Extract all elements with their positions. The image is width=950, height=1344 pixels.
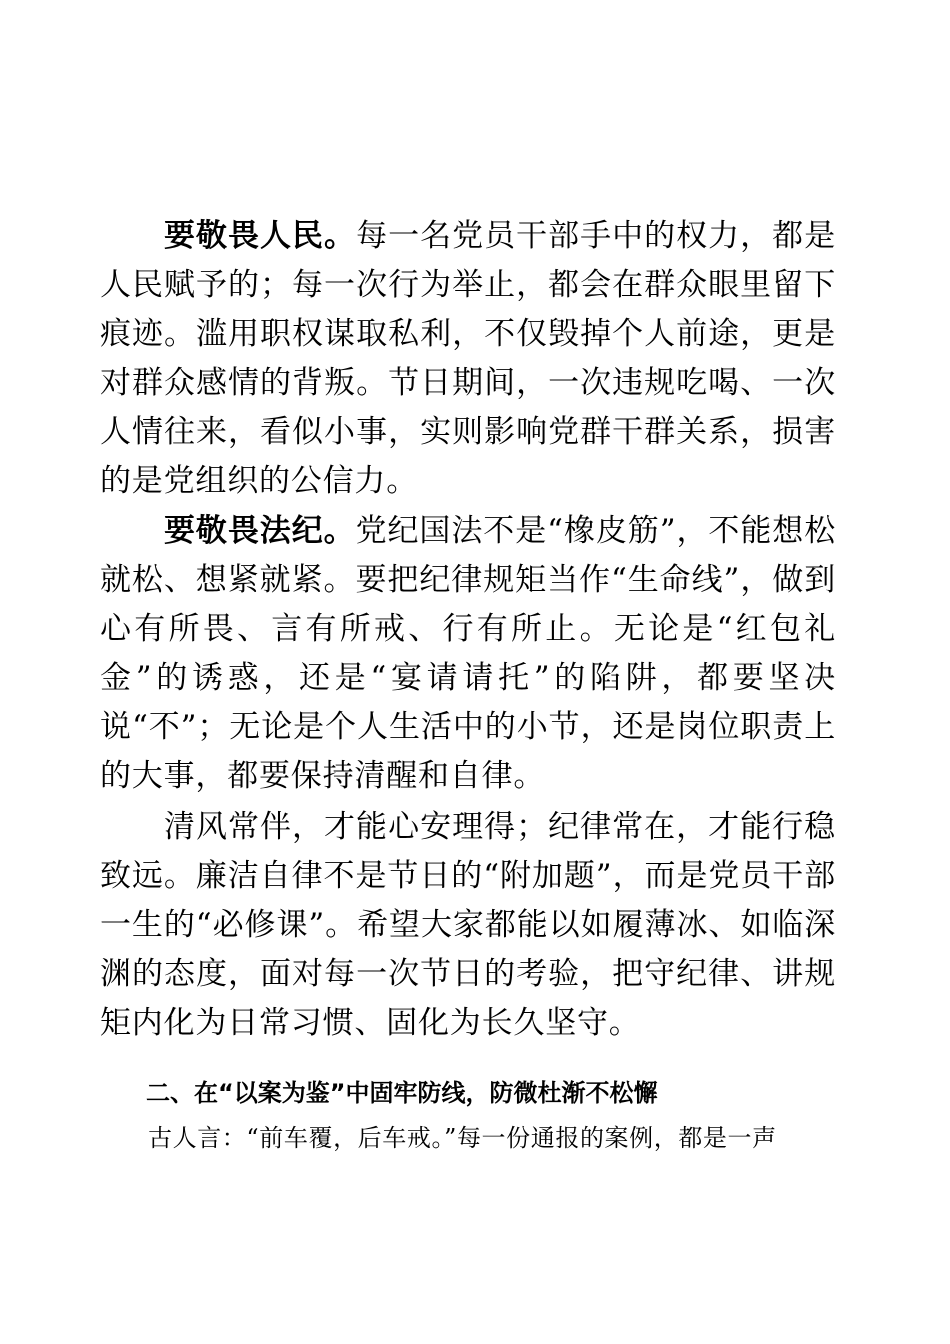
section-intro: 古人言：“前车覆，后车戒。”每一份通报的案例，都是一声 [148, 1124, 777, 1152]
paragraph-conclusion [100, 803, 836, 1048]
paragraph-respect-people [100, 212, 836, 506]
paragraph-lead: 要敬畏人民。 [164, 218, 357, 254]
section-heading: 二、在“以案为鉴”中固牢防线，防微杜渐不松懈 [146, 1079, 658, 1107]
paragraph-lead: 要敬畏法纪。 [164, 513, 356, 549]
paragraph-body: 党纪国法不是“橡皮筋”，不能想松就松、想紧就紧。要把纪律规矩当作“生命线”，做到心有所畏、言有所戒、行有所止。无论是“红包礼金”的诱惑，还是“宴请请托”的陷阱，都要坚决说“不”；无论是个人生活中的小节，还是岗位职责上的大事，都要保持清醒和自律。 [100, 513, 836, 794]
paragraph-body: 每一名党员干部手中的权力，都是人民赋予的；每一次行为举止，都会在群众眼里留下痕迹。滥用职权谋取私利，不仅毁掉个人前途，更是对群众感情的背叛。节日期间，一次违规吃喝、一次人情往来，看似小事，实则影响党群干群关系，损害的是党组织的公信力。 [100, 218, 836, 499]
paragraph-respect-law [100, 507, 836, 801]
paragraph-body: 清风常伴，才能心安理得；纪律常在，才能行稳致远。廉洁自律不是节日的“附加题”，而是党员干部一生的“必修课”。希望大家都能以如履薄冰、如临深渊的态度，面对每一次节日的考验，把守纪律、讲规矩内化为日常习惯、固化为长久坚守。 [100, 809, 836, 1041]
